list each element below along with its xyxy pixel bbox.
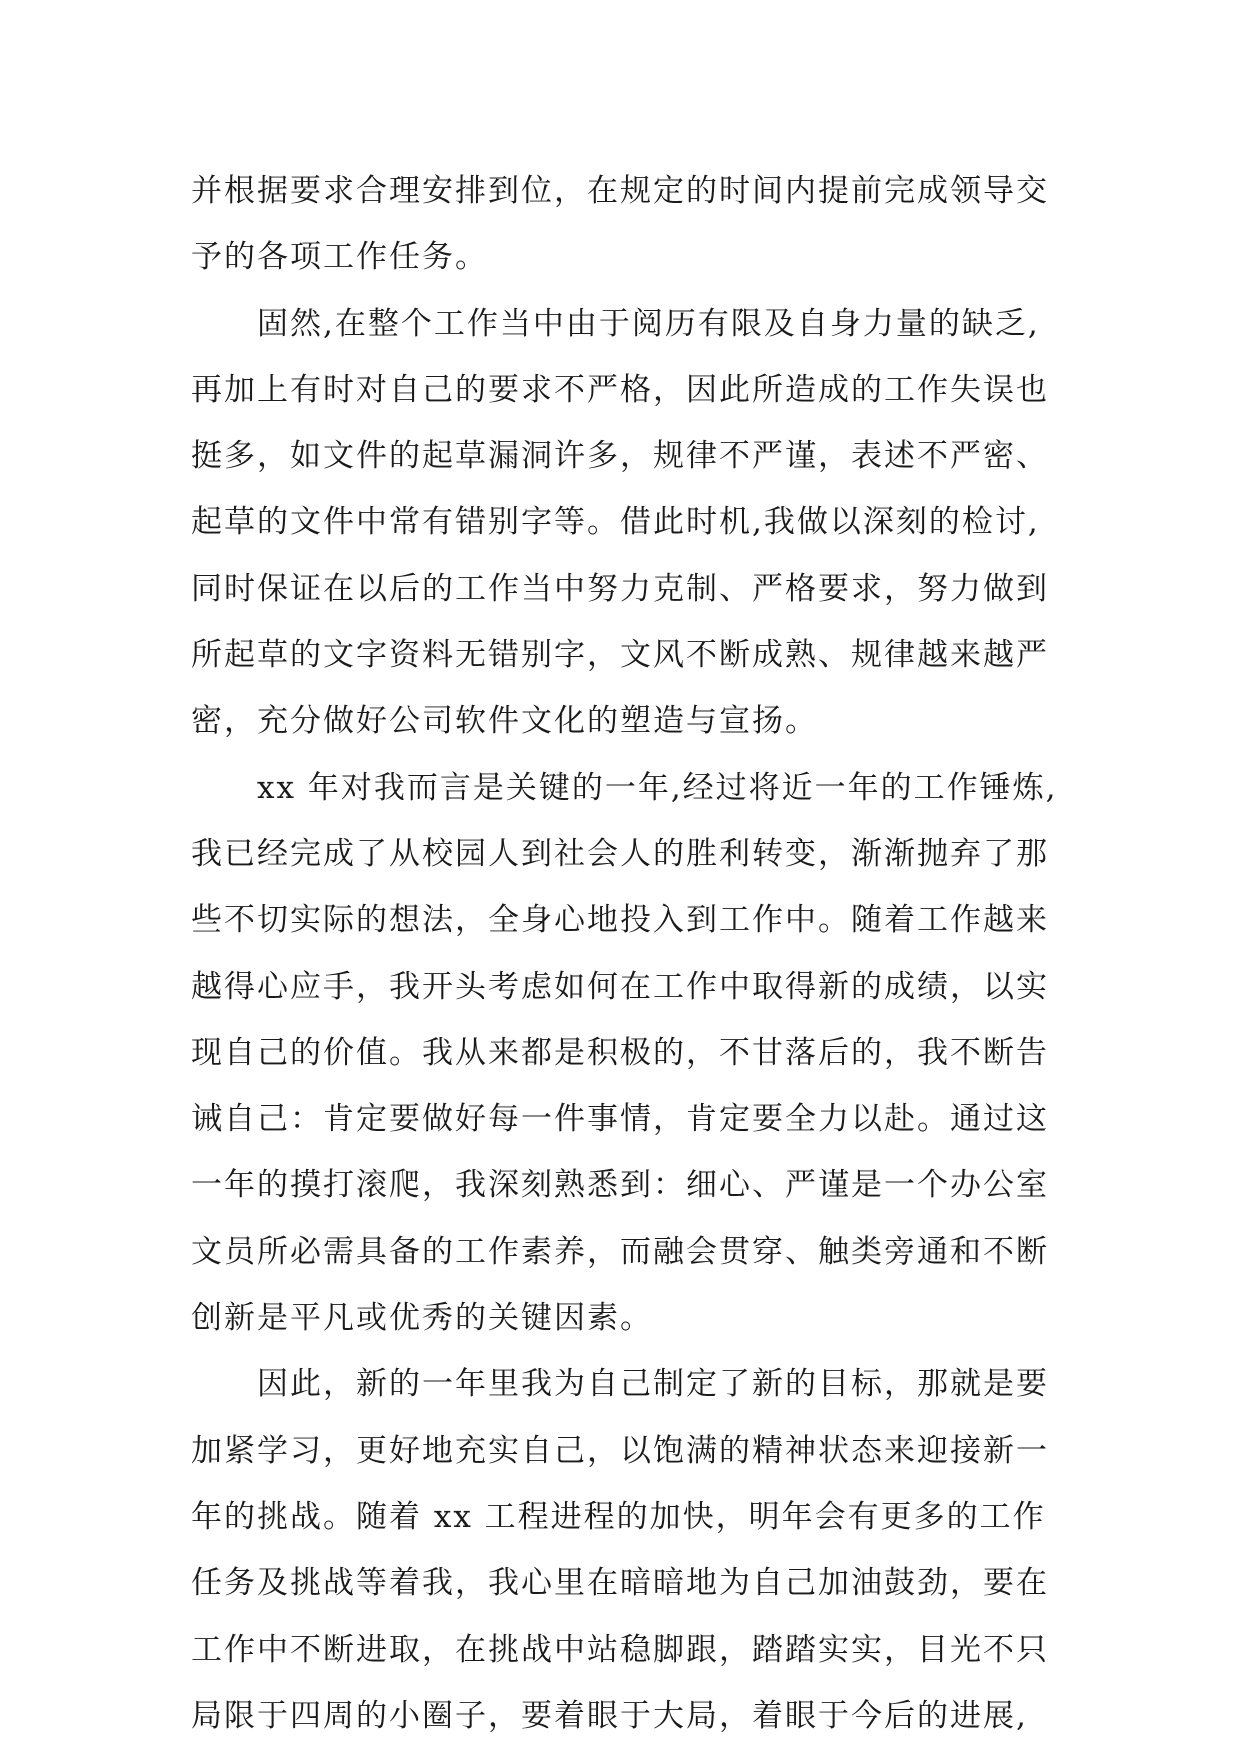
text-line: 工作中不断进取，在挑战中站稳脚跟，踏踏实实，目光不只 — [191, 1631, 1049, 1668]
text-line: 些不切实际的想法，全身心地投入到工作中。随着工作越来 — [191, 902, 1049, 939]
text-line: 我已经完成了从校园人到社会人的胜利转变，渐渐抛弃了那 — [191, 835, 1049, 872]
text-line: 并根据要求合理安排到位，在规定的时间内提前完成领导交 — [191, 173, 1049, 209]
text-line: 文员所必需具备的工作素养，而融会贯穿、触类旁通和不断 — [191, 1233, 1049, 1270]
paragraph-start-line: xx 年对我而言是关键的一年,经过将近一年的工作锤炼, — [257, 769, 1058, 806]
text-line: 加紧学习，更好地充实自己，以饱满的精神状态来迎接新一 — [191, 1432, 1049, 1469]
paragraph-start-line: 固然,在整个工作当中由于阅历有限及自身力量的缺乏, — [257, 305, 1040, 342]
text-line: 所起草的文字资料无错别字，文风不断成熟、规律越来越严 — [191, 637, 1049, 674]
text-line: 一年的摸打滚爬，我深刻熟悉到：细心、严谨是一个办公室 — [191, 1167, 1049, 1204]
text-line: 起草的文件中常有错别字等。借此时机,我做以深刻的检讨, — [191, 504, 1040, 541]
text-line: 同时保证在以后的工作当中努力克制、严格要求，努力做到 — [191, 570, 1049, 607]
text-line: 予的各项工作任务。 — [191, 239, 488, 276]
text-line: 创新是平凡或优秀的关键因素。 — [191, 1300, 653, 1337]
text-line: 年的挑战。随着 xx 工程进程的加快，明年会有更多的工作 — [191, 1498, 1046, 1535]
text-line: 越得心应手，我开头考虑如何在工作中取得新的成绩，以实 — [191, 968, 1049, 1005]
text-line: 再加上有时对自己的要求不严格，因此所造成的工作失误也 — [191, 371, 1049, 408]
document-body — [191, 158, 1071, 1749]
text-line: 局限于四周的小圈子，要着眼于大局，着眼于今后的进展, — [191, 1697, 1028, 1734]
text-line: 诫自己：肯定要做好每一件事情，肯定要全力以赴。通过这 — [191, 1101, 1049, 1138]
text-line: 任务及挑战等着我，我心里在暗暗地为自己加油鼓劲，要在 — [191, 1565, 1049, 1602]
paragraph-start-line: 因此，新的一年里我为自己制定了新的目标，那就是要 — [257, 1366, 1049, 1403]
text-line: 现自己的价值。我从来都是积极的，不甘落后的，我不断告 — [191, 1034, 1049, 1071]
text-line: 密，充分做好公司软件文化的塑造与宣扬。 — [191, 703, 818, 740]
text-line: 挺多，如文件的起草漏洞许多，规律不严谨，表述不严密、 — [191, 438, 1049, 475]
